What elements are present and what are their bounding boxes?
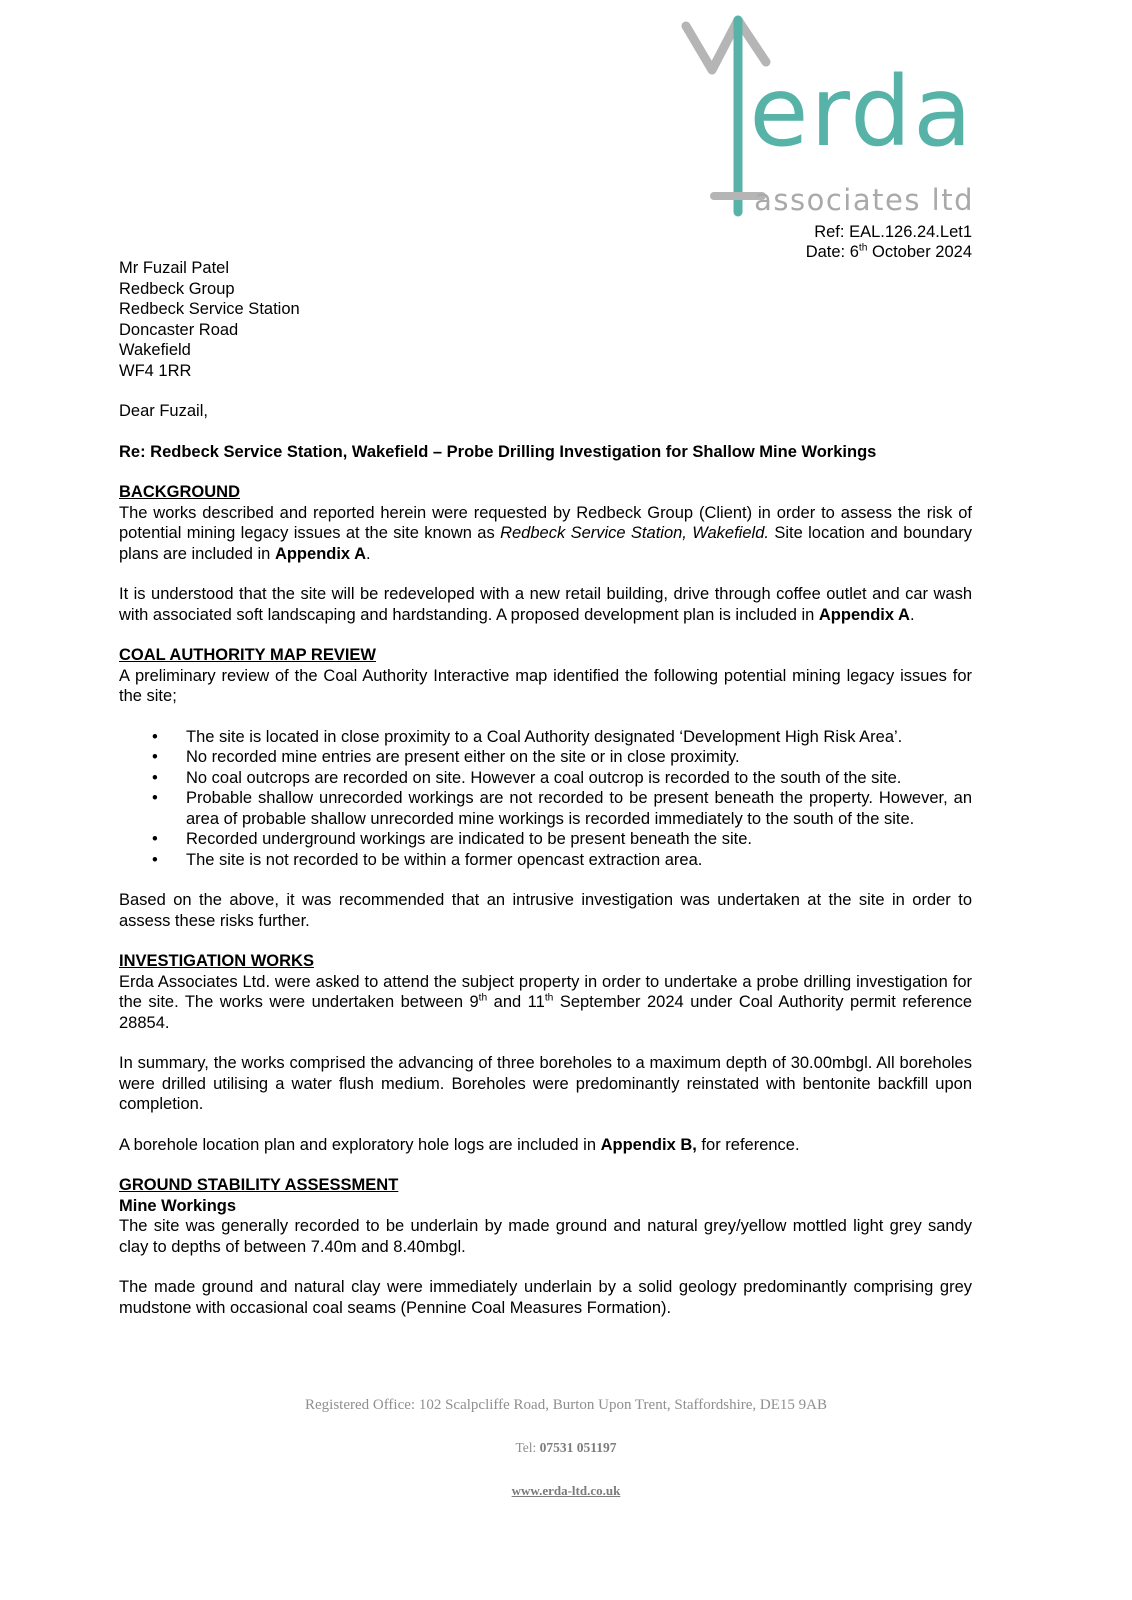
reference-line: Ref: EAL.126.24.Let1 [814, 223, 972, 241]
bullet-item: • No coal outcrops are recorded on site. However a coal outcrop is recorded to the south of the site. [152, 768, 902, 787]
letter-body [119, 258, 972, 1318]
bullet-marker: • [152, 789, 158, 807]
background-paragraph-1: The works described and reported herein were requested by Redbeck Group (Client) in order to assess the risk of potential mining legacy issues at the site known as Redbeck Service Station, Wakefield. Site location and boundary plans are included in Appendix A. [119, 503, 972, 563]
appendix-b-ref: Appendix B, [600, 1135, 697, 1154]
company-logo [660, 12, 974, 224]
appendix-a-ref: Appendix A [274, 544, 366, 563]
ordinal-superscript: th [478, 992, 488, 1004]
tel-label: Tel: [515, 1440, 540, 1455]
coal-review-bullet-list [119, 727, 972, 871]
recipient-line: Wakefield [119, 341, 191, 359]
coal-review-outro: Based on the above, it was recommended that an intrusive investigation was undertaken at the site in order to assess these risks further. [119, 891, 972, 930]
bullet-marker: • [152, 768, 158, 787]
recipient-line: Mr Fuzail Patel [119, 259, 230, 277]
section-heading-investigation-works: INVESTIGATION WORKS [119, 952, 314, 970]
website-link[interactable]: www.erda-ltd.co.uk [511, 1483, 621, 1498]
subject-line: Re: Redbeck Service Station, Wakefield – Probe Drilling Investigation for Shallow Mine Workings [119, 442, 877, 461]
recipient-line: Doncaster Road [119, 320, 239, 339]
recipient-line: WF4 1RR [119, 361, 192, 380]
ordinal-superscript: th [544, 992, 554, 1004]
bullet-marker: • [152, 748, 158, 766]
registered-office-line: Registered Office: 102 Scalpcliffe Road, Burton Upon Trent, Staffordshire, DE15 9AB [304, 1397, 827, 1413]
recipient-address [119, 258, 972, 381]
appendix-a-ref: Appendix A [818, 605, 910, 624]
investigation-paragraph-3: A borehole location plan and exploratory hole logs are included in Appendix B, for reference. [119, 1135, 800, 1154]
reference-block [806, 222, 972, 262]
salutation: Dear Fuzail, [119, 402, 208, 420]
date-line: Date: 6th October 2024 [805, 242, 972, 261]
section-heading-ground-stability: GROUND STABILITY ASSESSMENT [119, 1176, 399, 1194]
investigation-paragraph-2: In summary, the works comprised the advancing of three boreholes to a maximum depth of 30.00mbgl. All boreholes were drilled utilising a water flush medium. Boreholes were predominantly reinstated with bentonite backfill upon completion. [119, 1054, 972, 1113]
section-heading-coal-authority-map-review: COAL AUTHORITY MAP REVIEW [119, 646, 376, 664]
date-ordinal: th [858, 242, 868, 254]
logo-suffix-text: associates ltd [754, 183, 974, 217]
background-paragraph-2: It is understood that the site will be redeveloped with a new retail building, drive through coffee outlet and car wash with associated soft landscaping and hardstanding. A proposed development plan is included in Appendix A. [119, 585, 972, 624]
bullet-item: • The site is not recorded to be within a former opencast extraction area. [152, 850, 703, 869]
bullet-marker: • [152, 727, 158, 746]
bullet-item: • Recorded underground workings are indicated to be present beneath the site. [152, 830, 752, 848]
site-name-italic: Redbeck Service Station, Wakefield. [500, 524, 769, 542]
section-heading-background: BACKGROUND [119, 483, 240, 501]
tel-number: 07531 051197 [539, 1440, 617, 1455]
investigation-paragraph-1: Erda Associates Ltd. were asked to attend the subject property in order to undertake a probe drilling investigation for the site. The works were undertaken between 9th and 11th September 2024 under Coal Authority permit reference 28854. [119, 972, 972, 1032]
coal-review-intro: A preliminary review of the Coal Authority Interactive map identified the following potential mining legacy issues for the site; [119, 666, 972, 705]
ground-stability-paragraph-2: The made ground and natural clay were immediately underlain by a solid geology predominantly comprising grey mudstone with occasional coal seams (Pennine Coal Measures Formation). [119, 1278, 972, 1317]
telephone-line [0, 1438, 1132, 1459]
bullet-marker: • [152, 830, 158, 848]
bullet-item: • Probable shallow unrecorded workings are not recorded to be present beneath the property. However, an area of probable shallow unrecorded mine workings is recorded immediately to the south of the site. [152, 789, 972, 828]
logo-brand-text: erda [749, 56, 974, 168]
bullet-item: • The site is located in close proximity to a Coal Authority designated ‘Development High Risk Area’. [152, 727, 903, 746]
ground-stability-paragraph-1: The site was generally recorded to be underlain by made ground and natural grey/yellow mottled light grey sandy clay to depths of between 7.40m and 8.40mbgl. [119, 1217, 972, 1256]
bullet-marker: • [152, 850, 158, 869]
recipient-line: Redbeck Service Station [119, 300, 300, 318]
recipient-line: Redbeck Group [119, 279, 235, 298]
bullet-item: • No recorded mine entries are present either on the site or in close proximity. [152, 748, 740, 766]
subheading-mine-workings: Mine Workings [119, 1196, 237, 1215]
